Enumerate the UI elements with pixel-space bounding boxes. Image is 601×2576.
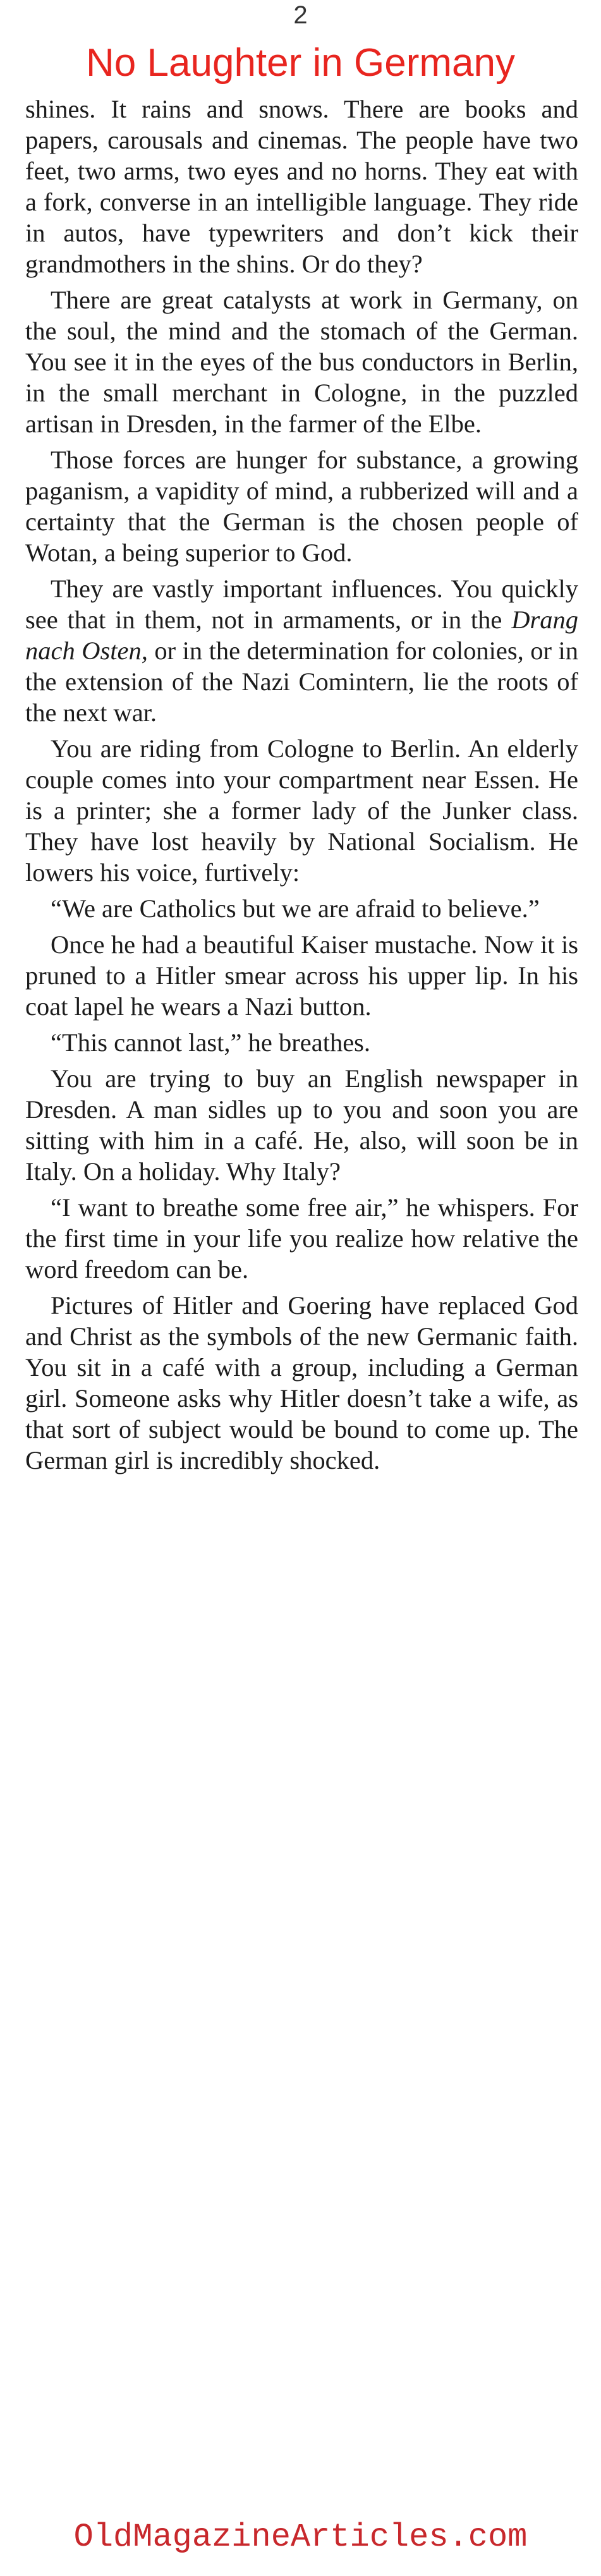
paragraph-text: Once he had a beautiful Kaiser mustache. Now it is pruned to a Hitler smear across his upper lip. In his coat lapel he wears a Nazi button.: [25, 930, 578, 1021]
paragraph-text: “This cannot last,” he breathes.: [51, 1028, 371, 1057]
paragraph-text: You are riding from Cologne to Berlin. An elderly couple comes into your compartment near Essen. He is a printer; she a former lady of the Junker class. They have lost heavily by National Socialism. He lowers his voice, furtively:: [25, 734, 578, 887]
article-paragraph: [25, 284, 578, 439]
paragraph-text: “I want to breathe some free air,” he whispers. For the first time in your life you realize how relative the word freedom can be.: [25, 1193, 578, 1284]
article-paragraph: [25, 1027, 578, 1058]
article-paragraph: [25, 1290, 578, 1476]
paragraph-text: There are great catalysts at work in Germany, on the soul, the mind and the stomach of the German. You see it in the eyes of the bus conductors in Berlin, in the small merchant in Cologne, in the puzzled artisan in Dresden, in the farmer of the Elbe.: [25, 286, 578, 438]
paragraph-text: Those forces are hunger for substance, a growing paganism, a vapidity of mind, a rubberized will and a certainty that the German is the chosen people of Wotan, a being superior to God.: [25, 446, 578, 567]
article-paragraph: [25, 1192, 578, 1285]
paragraph-text: You are trying to buy an English newspaper in Dresden. A man sidles up to you and soon you are sitting with him in a café. He, also, will soon be in Italy. On a holiday. Why Italy?: [25, 1064, 578, 1186]
italic-phrase: Drang nach Osten,: [25, 605, 578, 665]
site-watermark: OldMagazineArticles.com: [73, 2518, 528, 2556]
paragraph-text: shines. It rains and snows. There are books and papers, carousals and cinemas. The people have two feet, two arms, two eyes and no horns. They eat with a fork, converse in an intelligible language. They ride in autos, have typewriters and don’t kick their grandmothers in the shins. Or do they?: [25, 95, 578, 278]
paragraph-text: Pictures of Hitler and Goering have replaced God and Christ as the symbols of the new Germanic faith. You sit in a café with a group, including a German girl. Someone asks why Hitler doesn’t take a wife, as that sort of subject would be bound to come up. The German girl is incredibly shocked.: [25, 1291, 578, 1474]
article-paragraph: [25, 444, 578, 568]
article-paragraph: [25, 94, 578, 279]
article-paragraph: [25, 929, 578, 1022]
article-paragraph: [25, 573, 578, 728]
page-number: 2: [293, 1, 308, 29]
article-paragraph: [25, 1063, 578, 1187]
article-paragraph: [25, 893, 578, 924]
paragraph-text: They are vastly important influences. You quickly see that in them, not in armaments, or in the: [25, 574, 578, 634]
article-body: [25, 94, 578, 1476]
paragraph-text: or in the determination for colonies, or in the extension of the Nazi Comintern, lie the roots of the next war.: [25, 636, 578, 727]
article-paragraph: [25, 733, 578, 888]
paragraph-text: “We are Catholics but we are afraid to believe.”: [51, 894, 540, 923]
article-headline: No Laughter in Germany: [86, 41, 515, 85]
